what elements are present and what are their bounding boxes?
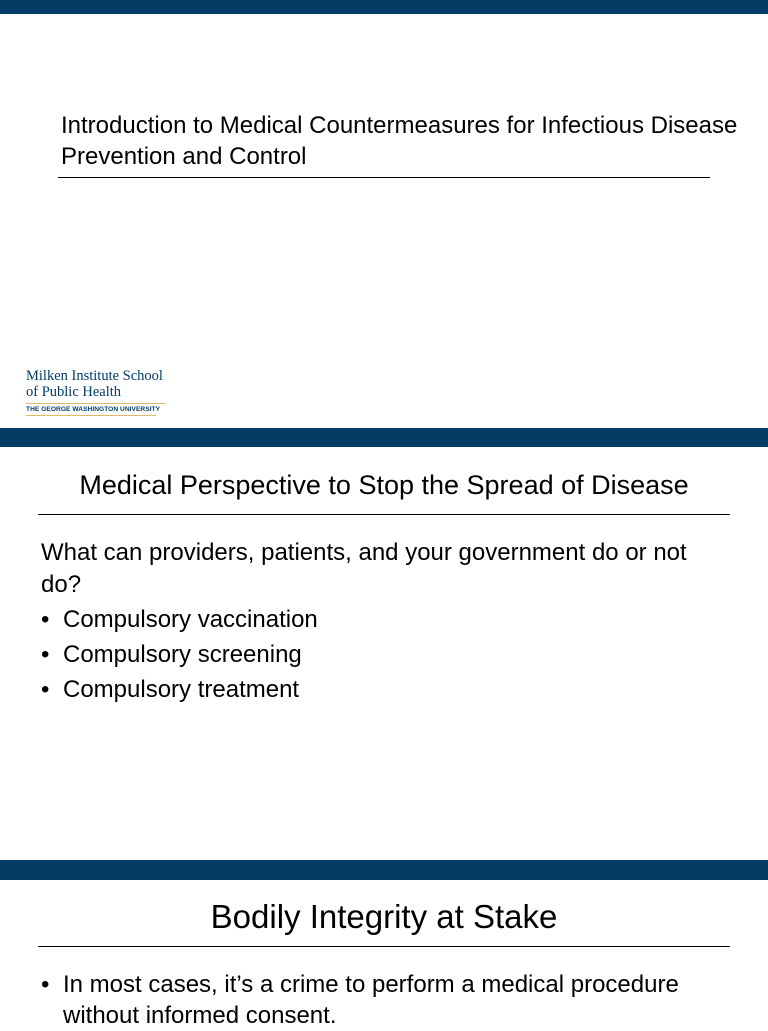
logo-underline: [26, 415, 156, 416]
bullet-glyph: •: [41, 971, 50, 998]
slide2-title-rule: [38, 514, 730, 515]
slide3-title-rule: [38, 946, 730, 947]
slide2-body: [41, 537, 721, 706]
bullet-item: [41, 969, 731, 1031]
bullet-item: [41, 604, 721, 636]
slide1-top-band: [0, 0, 768, 14]
slide2-intro: What can providers, patients, and your government do or not do?: [41, 539, 687, 598]
bullet-text: Compulsory vaccination: [63, 606, 318, 633]
logo-line-2: of Public Health: [26, 384, 122, 400]
slide3-body: [41, 969, 731, 1031]
bullet-glyph: •: [41, 641, 50, 668]
bullet-glyph: •: [41, 676, 50, 703]
bullet-text: Compulsory screening: [63, 641, 302, 668]
slide1-title: Introduction to Medical Countermeasures for Infectious Disease Prevention and Control: [61, 112, 738, 170]
slide3-top-band: [0, 860, 768, 880]
slide2-top-band: [0, 428, 768, 447]
slide2-bullet-list: [41, 604, 721, 706]
logo-line-1: Milken Institute School: [26, 368, 163, 384]
bullet-text: Compulsory treatment: [63, 676, 300, 703]
bullet-text: In most cases, it’s a crime to perform a medical procedure without informed consent.: [63, 971, 679, 1029]
bullet-glyph: •: [41, 606, 50, 633]
logo-line-3: THE GEORGE WASHINGTON UNIVERSITY: [26, 403, 166, 414]
slide3-title: Bodily Integrity at Stake: [210, 898, 558, 935]
slide2-title: Medical Perspective to Stop the Spread of Disease: [79, 470, 689, 500]
bullet-item: [41, 639, 721, 671]
milken-logo: [26, 368, 166, 416]
bullet-item: [41, 674, 721, 706]
slide1-title-rule: [58, 177, 710, 178]
slide3-bullet-list: [41, 969, 731, 1031]
